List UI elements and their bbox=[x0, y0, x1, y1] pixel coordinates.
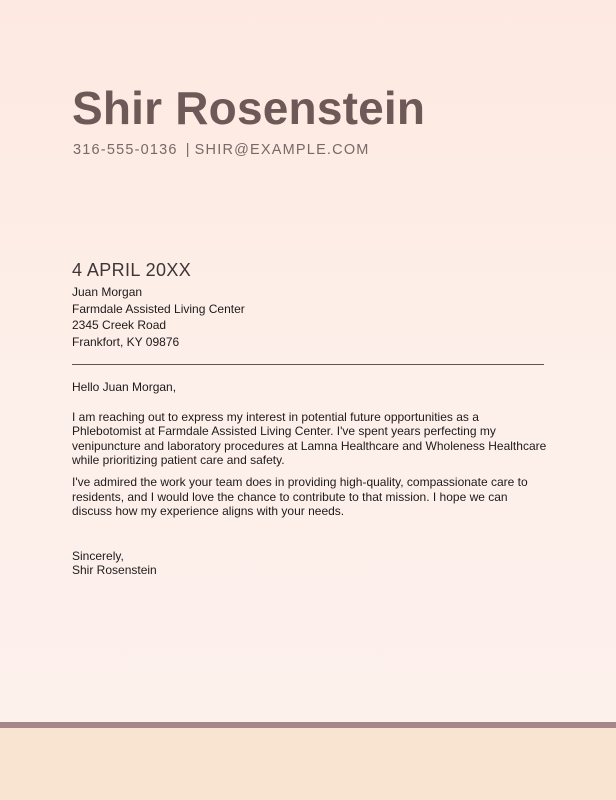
recipient-organization: Farmdale Assisted Living Center bbox=[72, 301, 245, 316]
contact-line bbox=[73, 141, 370, 159]
footer-band bbox=[0, 728, 616, 800]
recipient-address bbox=[72, 284, 245, 350]
signoff bbox=[72, 549, 550, 578]
letter-body bbox=[72, 380, 550, 578]
sender-email: SHIR@EXAMPLE.COM bbox=[194, 142, 370, 158]
divider bbox=[72, 364, 544, 365]
sender-name: Shir Rosenstein bbox=[72, 82, 426, 134]
greeting: Hello Juan Morgan, bbox=[72, 380, 177, 394]
body-paragraph: I've admired the work your team does in providing high-quality, compassionate care to residents, and I would love the chance to contribute to that mission. I hope we can discuss how my experience aligns with your needs. bbox=[72, 474, 528, 519]
closing: Sincerely, bbox=[72, 548, 124, 563]
recipient-city: Frankfort, KY 09876 bbox=[72, 334, 180, 349]
letter-date: 4 APRIL 20XX bbox=[72, 260, 192, 280]
recipient-name: Juan Morgan bbox=[72, 285, 143, 299]
contact-separator: | bbox=[185, 142, 191, 158]
signature: Shir Rosenstein bbox=[72, 563, 157, 578]
body-paragraph: I am reaching out to express my interest in potential future opportunities as a Phlebotomist at Farmdale Assisted Living Center. I've spent years perfecting my venipuncture and laboratory procedures at Lamna Healthcare and Wholeness Healthcare while prioritizing patient care and safety. bbox=[72, 409, 547, 468]
sender-phone: 316-555-0136 bbox=[73, 142, 178, 158]
recipient-street: 2345 Creek Road bbox=[72, 318, 167, 332]
